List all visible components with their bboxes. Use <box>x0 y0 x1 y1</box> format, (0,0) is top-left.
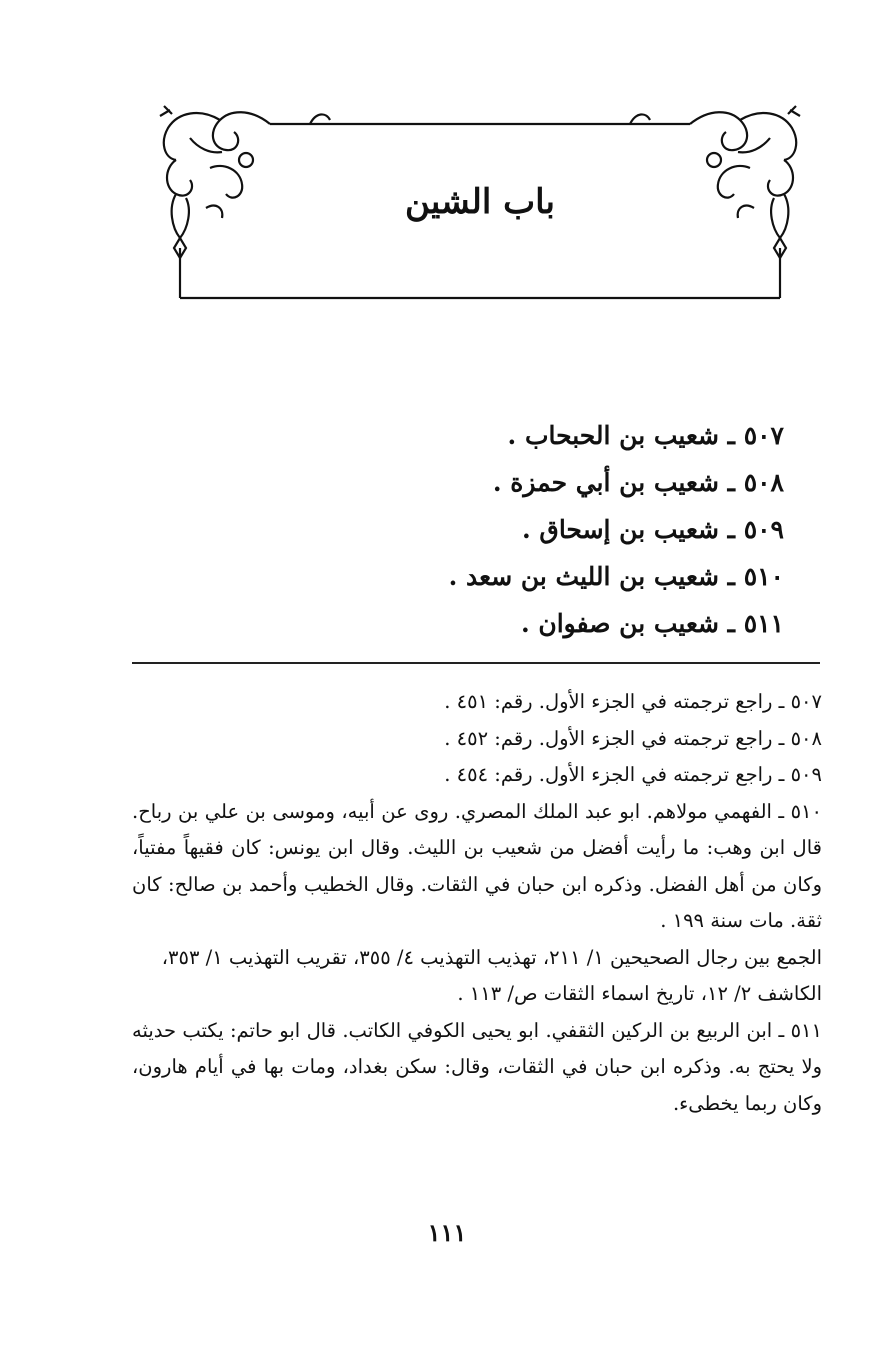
footnote-item: ٥٠٩ ـ راجع ترجمته في الجزء الأول. رقم: ٤٥٤ . <box>444 763 822 786</box>
entry-item: ٥٠٧ ـ شعيب بن الحبحاب . <box>507 421 784 450</box>
ornamental-title-frame <box>150 98 810 308</box>
footnote-item: ٥١١ ـ ابن الربيع بن الركين الثقفي. ابو يحيى الكوفي الكاتب. قال ابو حاتم: يكتب حديثه ولا يحتج به. وذكره ابن حبان في الثقات، وقال: سكن بغداد، ومات بها في أيام هارون، وكان ربما يخطىء. <box>132 1018 822 1115</box>
footnote-item: ٥٠٧ ـ راجع ترجمته في الجزء الأول. رقم: ٤٥١ . <box>444 690 822 713</box>
page-number: ١١١ <box>427 1218 467 1247</box>
entry-item: ٥١١ ـ شعيب بن صفوان . <box>520 609 784 638</box>
footnotes <box>132 684 822 1122</box>
entry-list <box>284 412 784 647</box>
footnote-item: ٥٠٨ ـ راجع ترجمته في الجزء الأول. رقم: ٤٥٢ . <box>444 726 822 750</box>
footnote-divider <box>132 662 820 664</box>
entry-item: ٥٠٨ ـ شعيب بن أبي حمزة . <box>492 468 784 497</box>
entry-item: ٥٠٩ ـ شعيب بن إسحاق . <box>522 515 784 544</box>
footnote-sources: الجمع بين رجال الصحيحين ١/ ٢١١، تهذيب التهذيب ٤/ ٣٥٥، تقريب التهذيب ١/ ٣٥٣، الكاشف ٢/ ١٢، تاريخ اسماء الثقات ص/ ١١٣ . <box>161 945 822 1005</box>
entry-item: ٥١٠ ـ شعيب بن الليث بن سعد . <box>448 562 784 591</box>
footnote-item: ٥١٠ ـ الفهمي مولاهم. ابو عبد الملك المصري. روى عن أبيه، وموسى بن علي بن رباح. قال ابن وهب: ما رأيت أفضل من شعيب بن الليث. وقال ابن يونس: كان فقيهاً مفتياً، وكان من أهل الفضل. وذكره ابن حبان في الثقات. وقال الخطيب وأحمد بن صالح: كان ثقة. مات سنة ١٩٩ . <box>132 799 822 932</box>
chapter-title: باب الشين <box>405 182 555 222</box>
